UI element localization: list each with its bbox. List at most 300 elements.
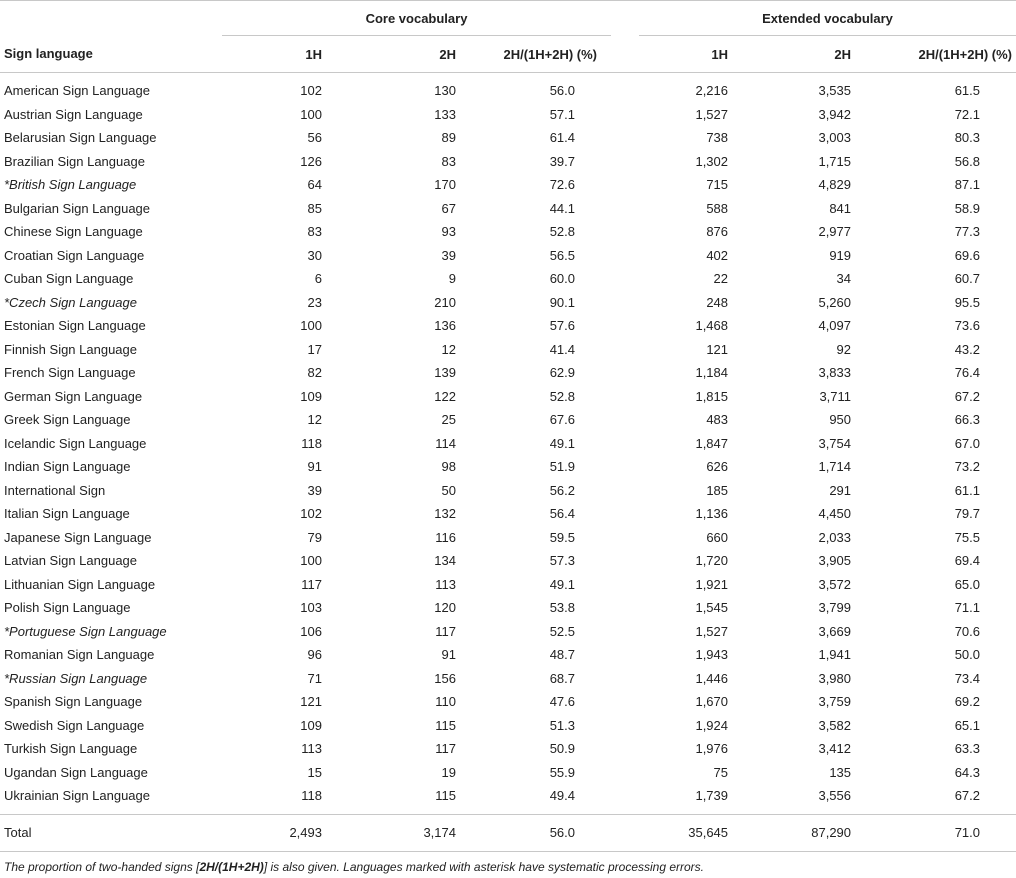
row-core-1h: 126 (300, 153, 322, 169)
row-ext-2h: 3,905 (818, 553, 852, 569)
row-core-2h: 115 (435, 717, 456, 733)
row-core-2h: 136 (434, 318, 456, 334)
row-ext-ratio: 70.6 (954, 623, 981, 639)
row-core-ratio: 49.1 (549, 576, 576, 592)
row-ext-2h: 135 (829, 764, 852, 780)
table-row (0, 244, 1016, 268)
row-ext-ratio: 67.0 (954, 435, 981, 451)
total-ext-1h: 35,645 (688, 825, 729, 840)
row-ext-2h: 3,003 (818, 130, 852, 146)
row-core-1h: 91 (307, 459, 322, 475)
row-core-ratio: 49.4 (549, 788, 576, 804)
column-header-core-ratio: 2H/(1H+2H) (%) (503, 46, 598, 62)
row-ext-1h: 121 (706, 341, 729, 357)
row-core-1h: 103 (300, 600, 322, 616)
row-ext-1h: 1,921 (695, 576, 729, 592)
row-ext-2h: 1,714 (818, 459, 852, 475)
row-ext-2h: 3,535 (818, 83, 852, 99)
row-core-2h: 133 (434, 106, 456, 122)
caption-after: ] is also given. Languages marked with asterisk have systematic processing errors. (263, 860, 705, 874)
table-row (0, 479, 1016, 503)
row-core-2h: 93 (441, 224, 456, 240)
row-core-2h: 98 (441, 459, 456, 475)
row-ext-1h: 185 (706, 482, 729, 498)
row-core-ratio: 51.9 (549, 459, 576, 475)
row-ext-ratio: 73.4 (954, 670, 981, 686)
table-row (0, 643, 1016, 667)
row-core-2h: 120 (434, 600, 456, 616)
row-core-ratio: 52.5 (549, 623, 576, 639)
row-ext-2h: 919 (829, 247, 852, 263)
row-gap (611, 385, 639, 409)
row-core-2h: 132 (434, 506, 456, 522)
table-row (0, 173, 1016, 197)
row-ext-1h: 1,815 (695, 388, 729, 404)
row-language: Belarusian Sign Language (4, 130, 157, 146)
row-core-1h: 85 (307, 200, 322, 216)
row-ext-1h: 1,739 (695, 788, 729, 804)
row-core-1h: 64 (307, 177, 322, 193)
table-row (0, 526, 1016, 550)
table-row (0, 620, 1016, 644)
row-language: Ugandan Sign Language (4, 764, 148, 780)
row-gap (611, 761, 639, 785)
row-core-1h: 17 (307, 341, 322, 357)
row-ext-ratio: 64.3 (954, 764, 981, 780)
row-core-1h: 100 (300, 318, 322, 334)
table-row (0, 502, 1016, 526)
row-ext-2h: 34 (836, 271, 852, 287)
table-row (0, 690, 1016, 714)
total-ext-2h: 87,290 (811, 825, 852, 840)
total-row (0, 814, 1016, 851)
table-total-section (0, 814, 1016, 851)
row-core-1h: 23 (307, 294, 322, 310)
row-ext-ratio: 77.3 (954, 224, 981, 240)
row-core-1h: 106 (300, 623, 322, 639)
row-ext-ratio: 72.1 (954, 106, 981, 122)
row-core-2h: 39 (441, 247, 456, 263)
row-ext-2h: 3,754 (818, 435, 852, 451)
row-ext-ratio: 58.9 (954, 200, 981, 216)
row-ext-1h: 1,720 (695, 553, 729, 569)
table-row (0, 220, 1016, 244)
row-core-2h: 91 (441, 647, 456, 663)
group-header-gap (611, 1, 639, 36)
row-ext-ratio: 61.5 (954, 83, 981, 99)
row-ext-1h: 588 (706, 200, 729, 216)
row-gap (611, 620, 639, 644)
row-core-1h: 118 (301, 788, 322, 804)
row-gap (611, 361, 639, 385)
row-ext-ratio: 67.2 (954, 388, 981, 404)
row-gap (611, 502, 639, 526)
row-core-ratio: 72.6 (549, 177, 576, 193)
row-core-ratio: 49.1 (549, 435, 576, 451)
row-ext-2h: 291 (829, 482, 852, 498)
row-ext-ratio: 71.1 (954, 600, 981, 616)
row-ext-1h: 1,527 (695, 106, 729, 122)
total-core-2h: 3,174 (423, 825, 456, 840)
row-ext-ratio: 61.1 (954, 482, 981, 498)
row-ext-1h: 1,545 (695, 600, 729, 616)
row-ext-2h: 1,941 (818, 647, 852, 663)
row-gap (611, 197, 639, 221)
row-gap (611, 150, 639, 174)
row-ext-ratio: 65.0 (954, 576, 981, 592)
row-language: Cuban Sign Language (4, 271, 134, 287)
row-core-2h: 117 (435, 741, 456, 757)
row-language: French Sign Language (4, 365, 136, 381)
row-ext-2h: 3,582 (818, 717, 852, 733)
row-gap (611, 714, 639, 738)
table-row (0, 267, 1016, 291)
row-core-ratio: 44.1 (549, 200, 576, 216)
row-core-1h: 12 (307, 412, 322, 428)
row-language: Italian Sign Language (4, 506, 130, 522)
row-core-1h: 82 (307, 365, 322, 381)
row-ext-2h: 841 (829, 200, 852, 216)
row-language: Turkish Sign Language (4, 741, 138, 757)
row-ext-1h: 1,302 (695, 153, 729, 169)
row-core-2h: 114 (435, 435, 456, 451)
row-core-2h: 122 (434, 388, 456, 404)
row-ext-ratio: 43.2 (954, 341, 981, 357)
row-core-ratio: 90.1 (549, 294, 576, 310)
table-row (0, 197, 1016, 221)
row-ext-2h: 3,799 (818, 600, 852, 616)
row-core-ratio: 51.3 (549, 717, 576, 733)
row-language: Polish Sign Language (4, 600, 131, 616)
row-core-ratio: 57.1 (549, 106, 576, 122)
row-ext-2h: 3,556 (818, 788, 852, 804)
table-row (0, 150, 1016, 174)
row-language: Ukrainian Sign Language (4, 788, 150, 804)
row-ext-2h: 2,033 (818, 529, 852, 545)
row-ext-2h: 5,260 (818, 294, 852, 310)
row-ext-ratio: 76.4 (954, 365, 981, 381)
column-header-core-2h: 2H (439, 46, 456, 62)
row-core-ratio: 55.9 (549, 764, 576, 780)
row-language: *Czech Sign Language (4, 294, 137, 310)
row-core-1h: 100 (300, 106, 322, 122)
row-core-1h: 79 (307, 529, 322, 545)
column-header-ext-1h: 1H (711, 46, 729, 62)
row-language: Brazilian Sign Language (4, 153, 145, 169)
row-gap (611, 549, 639, 573)
table-row (0, 338, 1016, 362)
row-core-1h: 102 (300, 506, 322, 522)
row-ext-1h: 626 (706, 459, 729, 475)
row-ext-ratio: 73.6 (954, 318, 981, 334)
table-caption (4, 860, 704, 874)
row-ext-ratio: 56.8 (954, 153, 981, 169)
row-ext-ratio: 67.2 (954, 788, 981, 804)
row-ext-ratio: 79.7 (954, 506, 981, 522)
row-language: Indian Sign Language (4, 459, 131, 475)
row-ext-2h: 3,669 (818, 623, 852, 639)
row-gap (611, 573, 639, 597)
table-row (0, 714, 1016, 738)
row-ext-ratio: 73.2 (954, 459, 981, 475)
table-body (0, 73, 1016, 815)
row-gap (611, 479, 639, 503)
row-ext-2h: 4,829 (818, 177, 852, 193)
row-gap (611, 103, 639, 127)
table-row (0, 784, 1016, 814)
table-row (0, 103, 1016, 127)
row-gap (611, 526, 639, 550)
table-row (0, 126, 1016, 150)
row-ext-1h: 1,943 (695, 647, 729, 663)
table-row (0, 761, 1016, 785)
table-row (0, 361, 1016, 385)
row-gap (611, 737, 639, 761)
row-language: Bulgarian Sign Language (4, 200, 151, 216)
row-core-2h: 19 (441, 764, 456, 780)
row-core-2h: 25 (441, 412, 456, 428)
row-core-1h: 102 (300, 83, 322, 99)
row-core-2h: 117 (435, 623, 456, 639)
row-gap (611, 432, 639, 456)
row-language: Latvian Sign Language (4, 553, 138, 569)
row-core-2h: 210 (434, 294, 456, 310)
row-ext-1h: 75 (713, 764, 729, 780)
row-ext-1h: 248 (706, 294, 729, 310)
row-gap (611, 596, 639, 620)
row-ext-1h: 876 (706, 224, 729, 240)
row-core-2h: 115 (435, 788, 456, 804)
row-ext-1h: 715 (706, 177, 729, 193)
row-ext-1h: 1,136 (695, 506, 729, 522)
row-core-2h: 83 (441, 153, 456, 169)
row-ext-ratio: 50.0 (954, 647, 981, 663)
row-core-ratio: 52.8 (549, 388, 576, 404)
table-row (0, 432, 1016, 456)
row-language: Austrian Sign Language (4, 106, 143, 122)
row-ext-1h: 1,847 (695, 435, 729, 451)
row-core-ratio: 61.4 (549, 130, 576, 146)
table-row (0, 737, 1016, 761)
row-ext-2h: 3,711 (819, 388, 852, 404)
row-language: Chinese Sign Language (4, 224, 143, 240)
row-core-2h: 50 (441, 482, 456, 498)
row-language: International Sign (4, 482, 106, 498)
row-core-1h: 71 (307, 670, 322, 686)
row-core-ratio: 56.0 (549, 83, 576, 99)
row-language: *Portuguese Sign Language (4, 623, 167, 639)
row-core-2h: 9 (448, 271, 456, 287)
row-core-ratio: 68.7 (549, 670, 576, 686)
row-gap (611, 690, 639, 714)
row-ext-2h: 3,572 (818, 576, 852, 592)
row-core-ratio: 39.7 (549, 153, 576, 169)
row-language: Romanian Sign Language (4, 647, 155, 663)
row-core-2h: 134 (434, 553, 456, 569)
row-ext-ratio: 75.5 (954, 529, 981, 545)
row-ext-2h: 3,833 (818, 365, 852, 381)
row-ext-1h: 1,184 (695, 365, 729, 381)
row-ext-2h: 3,942 (818, 106, 852, 122)
total-gap (611, 814, 639, 851)
row-language: *Russian Sign Language (4, 670, 148, 686)
row-language: Lithuanian Sign Language (4, 576, 156, 592)
total-core-1h: 2,493 (289, 825, 322, 840)
row-core-1h: 121 (300, 694, 322, 710)
table-row (0, 73, 1016, 103)
table-row (0, 291, 1016, 315)
row-ext-ratio: 69.4 (954, 553, 981, 569)
column-header-ext-2h: 2H (834, 46, 852, 62)
table-row (0, 455, 1016, 479)
row-gap (611, 643, 639, 667)
row-ext-1h: 1,446 (695, 670, 729, 686)
row-ext-2h: 2,977 (818, 224, 852, 240)
row-gap (611, 244, 639, 268)
row-ext-1h: 2,216 (695, 83, 729, 99)
row-gap (611, 173, 639, 197)
group-header-extended: Extended vocabulary (639, 1, 1016, 36)
row-core-2h: 113 (435, 576, 456, 592)
row-core-ratio: 52.8 (549, 224, 576, 240)
row-language: Japanese Sign Language (4, 529, 152, 545)
row-language: Croatian Sign Language (4, 247, 145, 263)
row-core-1h: 83 (307, 224, 322, 240)
row-ext-1h: 1,468 (695, 318, 729, 334)
row-core-ratio: 48.7 (549, 647, 576, 663)
row-language: *British Sign Language (4, 177, 137, 193)
row-core-1h: 118 (301, 435, 322, 451)
row-gap (611, 314, 639, 338)
row-core-1h: 109 (300, 717, 322, 733)
row-ext-2h: 950 (829, 412, 852, 428)
row-core-ratio: 47.6 (549, 694, 576, 710)
row-language: American Sign Language (4, 83, 150, 99)
row-ext-ratio: 60.7 (954, 271, 981, 287)
row-gap (611, 667, 639, 691)
table-row (0, 385, 1016, 409)
table-row (0, 408, 1016, 432)
row-gap (611, 73, 639, 103)
row-core-ratio: 60.0 (549, 271, 576, 287)
table-row (0, 314, 1016, 338)
row-gap (611, 220, 639, 244)
caption-bold: 2H/(1H+2H) (199, 860, 264, 874)
row-core-2h: 130 (434, 83, 456, 99)
row-gap (611, 784, 639, 814)
row-core-1h: 15 (307, 764, 322, 780)
column-header-ext-ratio: 2H/(1H+2H) (%) (918, 46, 1013, 62)
row-gap (611, 338, 639, 362)
row-ext-1h: 402 (706, 247, 729, 263)
row-core-ratio: 41.4 (549, 341, 576, 357)
row-ext-1h: 738 (706, 130, 729, 146)
row-core-1h: 56 (307, 130, 322, 146)
table-row (0, 573, 1016, 597)
row-core-1h: 96 (307, 647, 322, 663)
row-ext-1h: 483 (706, 412, 729, 428)
row-ext-1h: 1,670 (695, 694, 729, 710)
row-language: German Sign Language (4, 388, 143, 404)
row-core-2h: 89 (441, 130, 456, 146)
row-core-ratio: 57.6 (549, 318, 576, 334)
row-core-ratio: 59.5 (549, 529, 576, 545)
row-core-2h: 170 (434, 177, 456, 193)
row-language: Estonian Sign Language (4, 318, 146, 334)
row-ext-1h: 660 (706, 529, 729, 545)
table-row (0, 667, 1016, 691)
row-language: Finnish Sign Language (4, 341, 137, 357)
row-ext-ratio: 63.3 (954, 741, 981, 757)
column-header-core-1h: 1H (305, 46, 322, 62)
row-ext-ratio: 69.6 (954, 247, 981, 263)
row-core-ratio: 67.6 (549, 412, 576, 428)
row-core-1h: 117 (301, 576, 322, 592)
column-header-language: Sign language (4, 46, 93, 62)
row-ext-2h: 4,097 (818, 318, 852, 334)
row-ext-ratio: 65.1 (954, 717, 981, 733)
row-core-ratio: 53.8 (549, 600, 576, 616)
row-core-1h: 113 (301, 741, 322, 757)
column-header-gap (611, 36, 639, 73)
group-header-blank (0, 1, 222, 36)
row-ext-2h: 92 (836, 341, 852, 357)
row-ext-2h: 1,715 (818, 153, 852, 169)
row-core-ratio: 50.9 (549, 741, 576, 757)
row-ext-ratio: 69.2 (954, 694, 981, 710)
row-ext-ratio: 80.3 (954, 130, 981, 146)
row-ext-2h: 3,412 (818, 741, 852, 757)
row-core-ratio: 62.9 (549, 365, 576, 381)
row-ext-1h: 1,527 (695, 623, 729, 639)
row-core-1h: 109 (300, 388, 322, 404)
row-gap (611, 455, 639, 479)
row-ext-1h: 22 (713, 271, 729, 287)
total-ext-ratio: 71.0 (954, 825, 981, 840)
row-ext-ratio: 66.3 (954, 412, 981, 428)
row-core-2h: 110 (435, 694, 456, 710)
row-ext-2h: 3,980 (818, 670, 852, 686)
total-core-ratio: 56.0 (549, 825, 576, 840)
total-label: Total (4, 825, 32, 840)
row-gap (611, 267, 639, 291)
row-gap (611, 291, 639, 315)
row-ext-ratio: 95.5 (954, 294, 981, 310)
row-ext-ratio: 87.1 (954, 177, 981, 193)
row-gap (611, 408, 639, 432)
row-language: Icelandic Sign Language (4, 435, 147, 451)
column-header-row (0, 36, 1016, 73)
row-core-1h: 6 (314, 271, 322, 287)
row-core-2h: 116 (435, 529, 456, 545)
row-core-ratio: 56.5 (549, 247, 576, 263)
row-ext-2h: 4,450 (818, 506, 852, 522)
group-header-row (0, 1, 1016, 36)
row-core-ratio: 56.4 (549, 506, 576, 522)
row-language: Swedish Sign Language (4, 717, 145, 733)
row-core-2h: 67 (441, 200, 456, 216)
table-row (0, 596, 1016, 620)
row-core-2h: 139 (434, 365, 456, 381)
row-ext-2h: 3,759 (818, 694, 852, 710)
row-core-1h: 100 (300, 553, 322, 569)
row-core-2h: 12 (441, 341, 456, 357)
row-ext-1h: 1,924 (695, 717, 729, 733)
row-language: Spanish Sign Language (4, 694, 143, 710)
row-core-ratio: 56.2 (549, 482, 576, 498)
caption-before: The proportion of two-handed signs [ (4, 860, 200, 874)
row-core-2h: 156 (434, 670, 456, 686)
